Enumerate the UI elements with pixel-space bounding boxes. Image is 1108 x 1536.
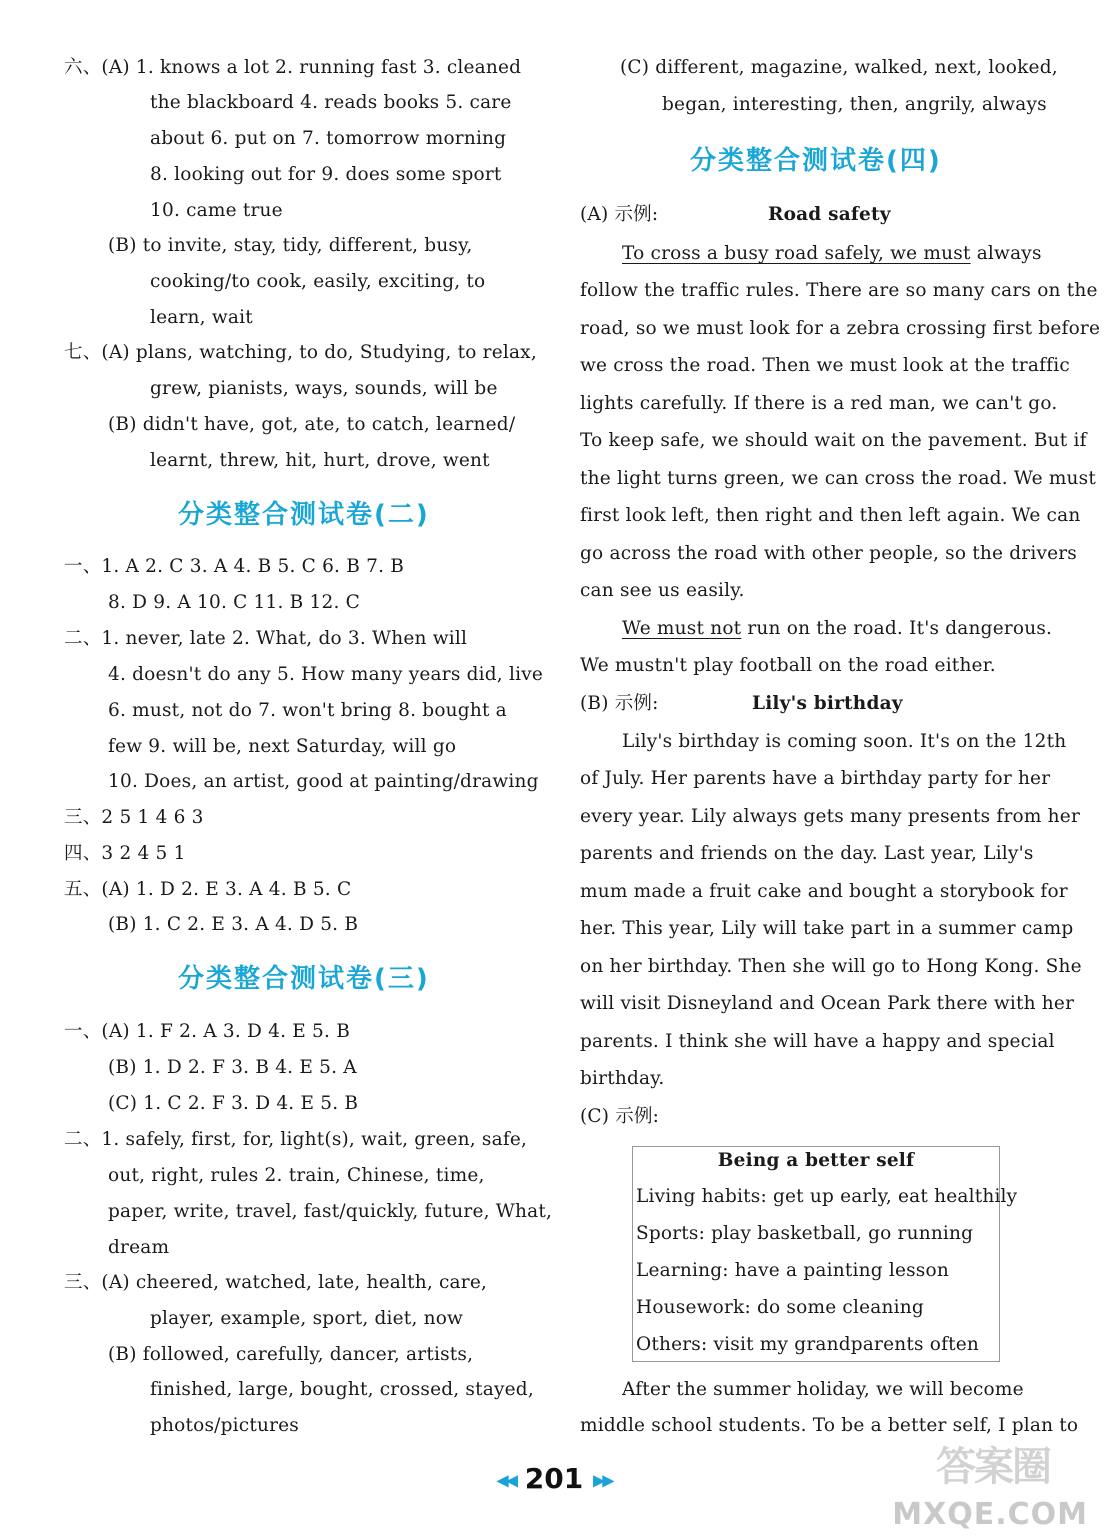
answer-line: out, right, rules 2. train, Chinese, time, [108, 1165, 485, 1186]
answer-line: 二、1. never, late 2. What, do 3. When will [64, 628, 468, 649]
answer-line: 10. Does, an artist, good at painting/drawing [108, 771, 539, 792]
answer-line: (C) 1. C 2. F 3. D 4. E 5. B [108, 1093, 359, 1114]
answer-line: (B) 1. C 2. E 3. A 4. D 5. B [108, 914, 359, 935]
essay-line: Lily's birthday is coming soon. It's on the 12th [622, 731, 1067, 752]
answer-line: 一、(A) 1. F 2. A 3. D 4. E 5. B [64, 1021, 350, 1042]
page-number-text: 201 [524, 1462, 584, 1495]
essay-line: parents. I think she will have a happy and special [580, 1031, 1055, 1052]
watermark: MXQE.COM [892, 1497, 1088, 1532]
answer-line: (C) different, magazine, walked, next, looked, [620, 57, 1058, 78]
plan-row: Living habits: get up early, eat healthily [636, 1186, 1018, 1207]
example-label: (C) 示例: [580, 1106, 660, 1127]
answer-line: began, interesting, then, angrily, always [662, 94, 1047, 115]
essay-line: go across the road with other people, so the drivers [580, 543, 1077, 564]
answer-line: (B) 1. D 2. F 3. B 4. E 5. A [108, 1057, 357, 1078]
answer-line: learn, wait [150, 307, 253, 328]
essay-line: follow the traffic rules. There are so many cars on the [580, 280, 1098, 301]
essay-line: middle school students. To be a better self, I plan to [580, 1415, 1079, 1436]
essay-line: lights carefully. If there is a red man, we can't go. [580, 393, 1058, 414]
essay-line: her. This year, Lily will take part in a summer camp [580, 918, 1074, 939]
answer-line: cooking/to cook, easily, exciting, to [150, 271, 486, 292]
plan-row: Learning: have a painting lesson [636, 1260, 949, 1281]
essay-line: every year. Lily always gets many presents from her [580, 806, 1080, 827]
answer-line: finished, large, bought, crossed, stayed, [150, 1379, 534, 1400]
right-arrows-icon: ▶▶ [592, 1470, 612, 1490]
essay-line: After the summer holiday, we will become [622, 1379, 1024, 1400]
plan-table-title: Being a better self [717, 1150, 915, 1171]
essay-line: birthday. [580, 1068, 665, 1089]
essay-title: Road safety [768, 204, 891, 225]
answer-line: photos/pictures [150, 1415, 299, 1436]
answer-line: 8. D 9. A 10. C 11. B 12. C [108, 592, 360, 613]
answer-line: 一、1. A 2. C 3. A 4. B 5. C 6. B 7. B [64, 556, 405, 577]
essay-line: can see us easily. [580, 580, 745, 601]
answer-line: few 9. will be, next Saturday, will go [108, 736, 457, 757]
answer-line: 三、2 5 1 4 6 3 [64, 807, 204, 828]
answer-line: 6. must, not do 7. won't bring 8. bought a [108, 700, 507, 721]
essay-line: road, so we must look for a zebra crossing first before [580, 318, 1101, 339]
answer-line: 五、(A) 1. D 2. E 3. A 4. B 5. C [64, 879, 352, 900]
answer-line: paper, write, travel, fast/quickly, future, What, [108, 1201, 553, 1222]
underlined-text: We must not [622, 618, 742, 639]
essay-line [622, 242, 1042, 266]
plan-row: Housework: do some cleaning [636, 1297, 924, 1318]
plan-row: Sports: play basketball, go running [636, 1223, 974, 1244]
answer-line: 四、3 2 4 5 1 [64, 843, 186, 864]
essay-line: We mustn't play football on the road either. [580, 655, 996, 676]
example-label: (A) 示例: [580, 204, 659, 225]
left-arrows-icon: ◀◀ [496, 1470, 516, 1490]
plan-table [632, 1146, 1018, 1362]
essay-line: the light turns green, we can cross the road. We must [580, 468, 1096, 489]
essay-line: will visit Disneyland and Ocean Park there with her [580, 993, 1075, 1014]
answer-line: 8. looking out for 9. does some sport [150, 164, 502, 185]
answer-line: 六、(A) 1. knows a lot 2. running fast 3. cleaned [64, 57, 522, 78]
essay-line: on her birthday. Then she will go to Hong Kong. She [580, 956, 1082, 977]
section-heading-2: 分类整合测试卷(二) [178, 500, 430, 530]
answer-line: learnt, threw, hit, hurt, drove, went [150, 450, 490, 471]
answer-line: grew, pianists, ways, sounds, will be [150, 378, 498, 399]
answer-line: (B) to invite, stay, tidy, different, busy, [108, 235, 473, 256]
answer-line: dream [108, 1237, 170, 1258]
plan-row: Others: visit my grandparents often [636, 1334, 980, 1355]
essay-line: parents and friends on the day. Last year, Lily's [580, 843, 1034, 864]
answer-line: 三、(A) cheered, watched, late, health, care, [64, 1272, 488, 1293]
essay-line: To keep safe, we should wait on the pavement. But if [580, 430, 1087, 451]
section-heading-3: 分类整合测试卷(三) [178, 964, 430, 994]
essay-text: run on the road. It's dangerous. [741, 618, 1053, 639]
watermark-logo: 答案圈 [936, 1444, 1050, 1490]
answer-line: 七、(A) plans, watching, to do, Studying, to relax, [64, 342, 537, 363]
essay-line: we cross the road. Then we must look at the traffic [580, 355, 1070, 376]
example-label: (B) 示例: [580, 693, 659, 714]
section-heading-4: 分类整合测试卷(四) [690, 146, 942, 176]
answer-line: the blackboard 4. reads books 5. care [150, 92, 512, 113]
underlined-text: To cross a busy road safely, we must [622, 243, 971, 264]
answer-line: player, example, sport, diet, now [150, 1308, 464, 1329]
essay-title: Lily's birthday [752, 693, 903, 714]
answer-line: 二、1. safely, first, for, light(s), wait, green, safe, [64, 1129, 528, 1150]
answer-line: about 6. put on 7. tomorrow morning [150, 128, 507, 149]
essay-line [622, 617, 1052, 641]
essay-line: first look left, then right and then left again. We can [580, 505, 1081, 526]
essay-line: of July. Her parents have a birthday party for her [580, 768, 1051, 789]
essay-line: mum made a fruit cake and bought a storybook for [580, 881, 1068, 902]
answer-line: (B) followed, carefully, dancer, artists, [108, 1344, 474, 1365]
essay-text: always [970, 243, 1042, 264]
answer-line: 10. came true [150, 200, 283, 221]
answer-line: (B) didn't have, got, ate, to catch, learned/ [108, 414, 516, 435]
answer-line: 4. doesn't do any 5. How many years did, live [108, 664, 543, 685]
